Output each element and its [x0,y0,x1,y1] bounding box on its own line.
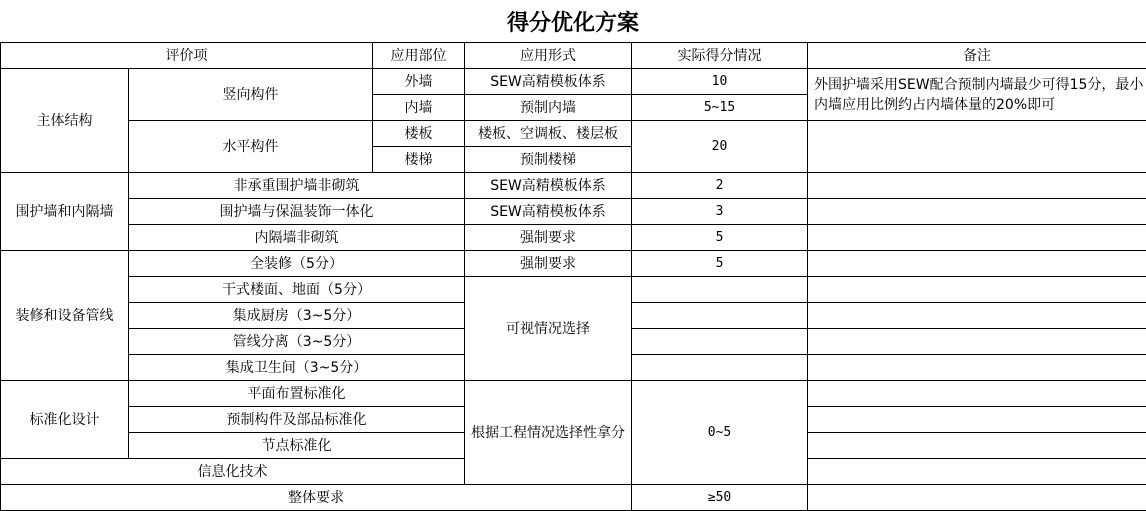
form-inner-wall: 预制内墙 [465,95,632,121]
remark-main-structure: 外围护墙采用SEW配合预制内墙最少可得15分，最小内墙应用比例约占内墙体量的20%即可 [808,69,1146,121]
score-decoration-1: 5 [632,251,808,277]
table-row [1,121,1146,147]
group-main-structure: 主体结构 [1,69,129,173]
total-label: 整体要求 [1,485,632,511]
remark-empty [808,459,1146,485]
table-row [1,277,1146,303]
table-row [1,485,1146,511]
form-standardization-shared: 根据工程情况选择性拿分 [465,381,632,485]
remark-empty [808,355,1146,381]
group-enclosure: 围护墙和内隔墙 [1,173,129,251]
remark-empty [808,121,1146,173]
item-enclosure-1: 非承重围护墙非砌筑 [129,173,465,199]
item-standardization-2: 预制构件及部品标准化 [129,407,465,433]
form-enclosure-2: SEW高精模板体系 [465,199,632,225]
score-inner-wall: 5~15 [632,95,808,121]
remark-empty [808,251,1146,277]
score-enclosure-2: 3 [632,199,808,225]
item-decoration-2: 干式楼面、地面（5分） [129,277,465,303]
form-decoration-1: 强制要求 [465,251,632,277]
table-row [1,251,1146,277]
score-enclosure-1: 2 [632,173,808,199]
item-standardization-1: 平面布置标准化 [129,381,465,407]
remark-empty [808,199,1146,225]
group-decoration: 装修和设备管线 [1,251,129,381]
part-stairs: 楼梯 [373,147,465,173]
table-row [1,225,1146,251]
score-standardization-shared: 0~5 [632,381,808,485]
form-outer-wall: SEW高精模板体系 [465,69,632,95]
form-enclosure-1: SEW高精模板体系 [465,173,632,199]
item-horizontal-members: 水平构件 [129,121,373,173]
score-enclosure-3: 5 [632,225,808,251]
item-vertical-members: 竖向构件 [129,69,373,121]
remark-empty [808,381,1146,407]
score-optimization-table [0,42,1146,511]
part-floor-slab: 楼板 [373,121,465,147]
remark-empty [808,485,1146,511]
score-empty [632,355,808,381]
table-row [1,173,1146,199]
total-score: ≥50 [632,485,808,511]
item-standardization-4: 信息化技术 [1,459,465,485]
form-stairs: 预制楼梯 [465,147,632,173]
header-evaluation-item: 评价项 [1,43,373,69]
part-inner-wall: 内墙 [373,95,465,121]
header-remarks: 备注 [808,43,1146,69]
item-decoration-4: 管线分离（3~5分） [129,329,465,355]
item-enclosure-2: 围护墙与保温装饰一体化 [129,199,465,225]
remark-empty [808,329,1146,355]
table-header-row [1,43,1146,69]
remark-empty [808,277,1146,303]
table-row [1,381,1146,407]
score-empty [632,277,808,303]
item-standardization-3: 节点标准化 [129,433,465,459]
remark-empty [808,225,1146,251]
group-standardization: 标准化设计 [1,381,129,459]
form-decoration-shared: 可视情况选择 [465,277,632,381]
table-row [1,199,1146,225]
remark-empty [808,173,1146,199]
part-outer-wall: 外墙 [373,69,465,95]
score-empty [632,303,808,329]
score-outer-wall: 10 [632,69,808,95]
score-horizontal: 20 [632,121,808,173]
form-enclosure-3: 强制要求 [465,225,632,251]
table-row [1,69,1146,95]
item-decoration-5: 集成卫生间（3~5分） [129,355,465,381]
header-application-form: 应用形式 [465,43,632,69]
item-decoration-3: 集成厨房（3~5分） [129,303,465,329]
remark-empty [808,303,1146,329]
remark-empty [808,407,1146,433]
form-floor-slab: 楼板、空调板、楼层板 [465,121,632,147]
page-title: 得分优化方案 [506,9,639,36]
item-enclosure-3: 内隔墙非砌筑 [129,225,465,251]
item-decoration-1: 全装修（5分） [129,251,465,277]
header-actual-score: 实际得分情况 [632,43,808,69]
header-application-part: 应用部位 [373,43,465,69]
score-empty [632,329,808,355]
remark-empty [808,433,1146,459]
